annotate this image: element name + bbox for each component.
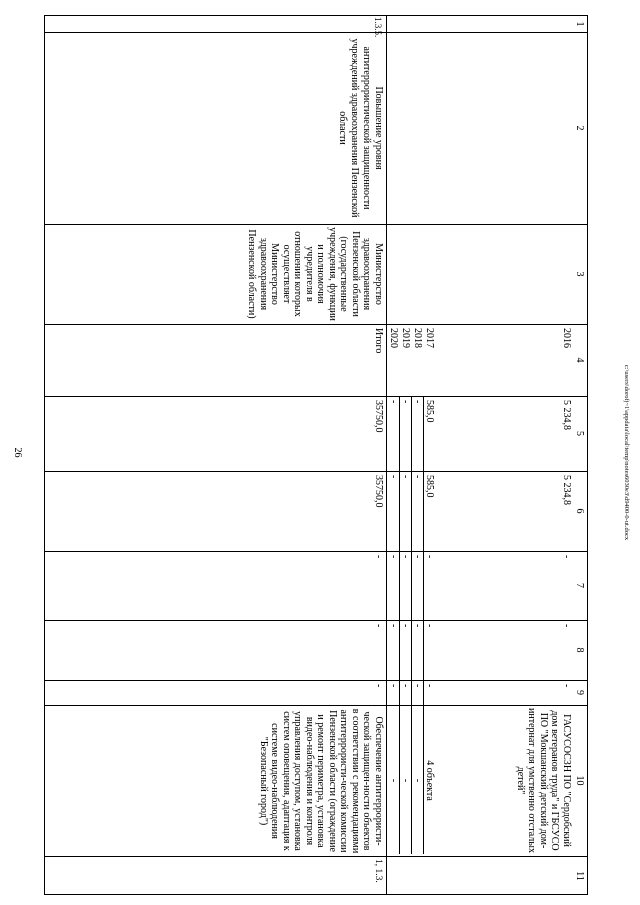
top-col8-value: - [561,624,572,628]
col-header-8: 8 [574,647,585,653]
sub-2017-col6: 585,0 [424,475,435,498]
year-2019: 2019 [400,328,411,348]
executor: Министерство здравоохранения Пензенской области (государственные учреждения, функции и полномочия учредителя в отношении которых осуществляет Министерство здравоохранения Пензенской области) [246,227,384,321]
sub-2017-col5: 585,0 [424,400,435,423]
sub-2017-col10: 4 объекта [424,760,435,801]
main-col6-value: 35750,0 [373,475,384,508]
col-header-1: 1 [574,21,585,27]
period-total: Итого [373,328,384,354]
col-header-4: 4 [574,357,585,363]
year-2017: 2017 [424,328,435,348]
main-col11-indicator: 1, 1.3. [373,859,383,883]
sub-2019-col8: - [400,624,411,628]
top-col6-value: 5 234,8 [561,475,572,505]
top-col9-value: - [561,684,572,688]
col-header-10: 10 [574,775,585,786]
sub-2020-col9: - [388,684,399,688]
measure-name: Повышение уровня антитеррористической защищенности учреждений здравоохранения Пензенской области [337,38,384,218]
sub-2019-col6: - [400,475,411,479]
sub-2018-col10: - [412,778,423,783]
col-header-5: 5 [574,431,585,436]
col-header-7: 7 [574,583,585,588]
row-number: 1.3.5. [373,17,383,38]
sub-2020-col10: - [388,778,399,783]
sub-2017-col7: - [424,555,435,559]
sub-2018-col8: - [412,624,423,628]
col-header-2: 2 [574,125,585,131]
sub-2019-col9: - [400,684,411,688]
sub-2020-col5: - [388,400,399,404]
top-col5-value: 5 234,8 [561,400,572,430]
year-2018: 2018 [412,328,423,348]
sub-2019-col5: - [400,400,411,404]
sub-2019-col10: - [400,778,411,783]
year-2016: 2016 [561,328,572,348]
sub-2019-col7: - [400,555,411,559]
sub-2017-col8: - [424,624,435,628]
col-header-9: 9 [574,690,585,695]
footer-file-path: c:\users\dorofj~1\appdata\local\temp\notes6030e3\d9400-0-ut.docx [623,364,630,541]
col-header-11: 11 [574,871,585,881]
sub-2020-col8: - [388,624,399,628]
sub-2020-col6: - [388,475,399,479]
sub-2017-col9: - [424,684,435,688]
top-col7-value: - [561,555,572,559]
measures-table [44,15,588,895]
col-header-3: 3 [574,271,585,277]
sub-2018-col9: - [412,684,423,688]
sub-2020-col7: - [388,555,399,559]
main-col7-value: - [373,555,384,559]
main-col5-value: 35750,0 [373,400,384,433]
top-col10-institutions: ГАСУСОСЗН ПО "Сердобский дом ветеранов труда" и ГБСУСО ПО "Мокшанский детский дом-интернат для умственно отсталых детей" [515,708,572,853]
col-header-6: 6 [574,508,585,514]
page-number: 26 [12,447,23,458]
main-col8-value: - [373,624,384,628]
year-2020: 2020 [388,328,399,348]
main-col9-value: - [373,684,384,688]
sub-2018-col5: - [412,400,423,404]
sub-2018-col7: - [412,555,423,559]
sub-2018-col6: - [412,475,423,479]
main-col10-result: Обеспечение антитеррористи-ческой защищен-ности объектов в соответствии с рекомендациями антитеррористи-ческой комиссии Пензенской области (ограждение и ремонт периметра, установка видео-наблюдения и контроля управления доступом, установка систем оповещения, адаптация к системе видео-наблюдения "Безопасный город") [258,708,384,854]
